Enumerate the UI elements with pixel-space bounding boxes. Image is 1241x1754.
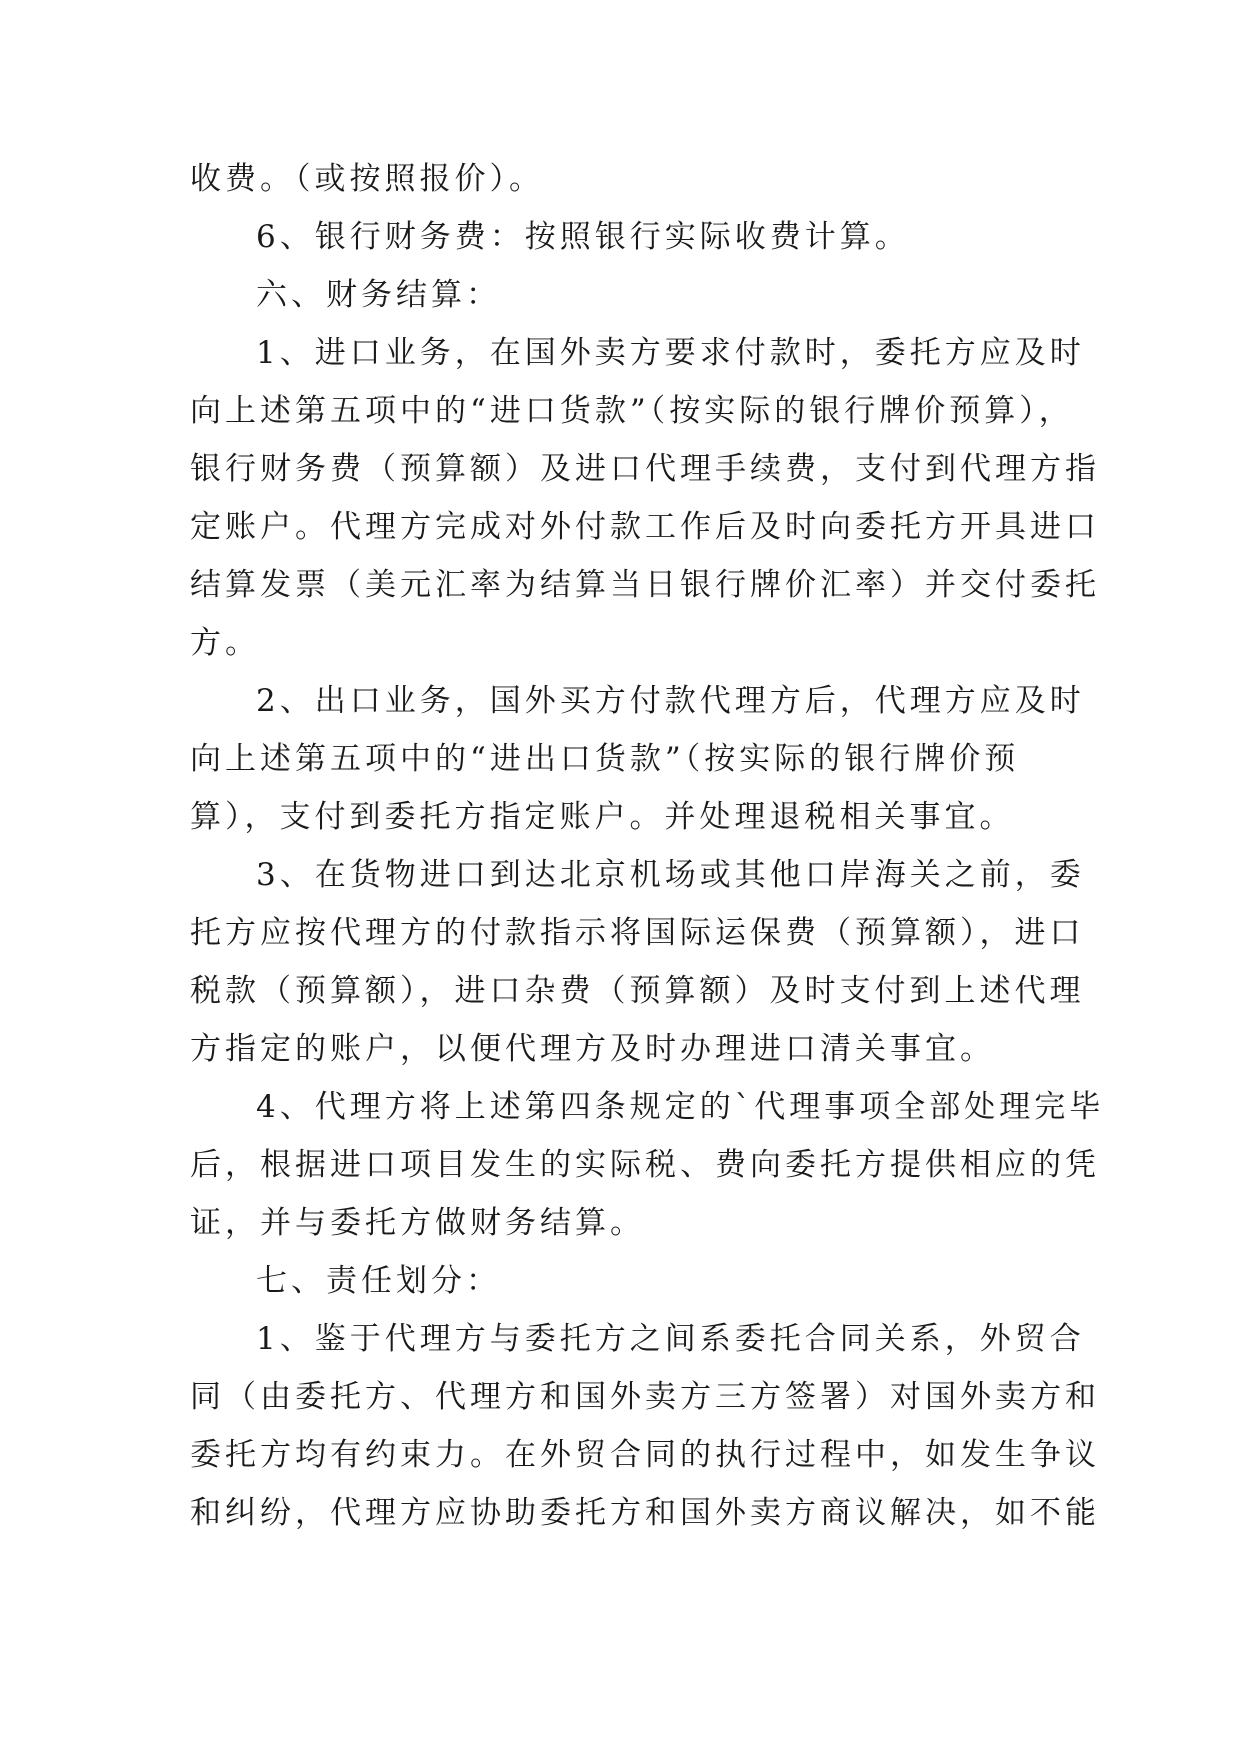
text-line: 结算发票（美元汇率为结算当日银行牌价汇率）并交付委托 bbox=[190, 567, 1100, 603]
section-heading: 六、财务结算： bbox=[256, 277, 501, 313]
text-line: 同（由委托方、代理方和国外卖方三方签署）对国外卖方和 bbox=[190, 1379, 1100, 1415]
text-line: 托方应按代理方的付款指示将国际运保费（预算额），进口 bbox=[190, 915, 1085, 951]
text-line: 3、在货物进口到达北京机场或其他口岸海关之前，委 bbox=[256, 857, 1085, 893]
text-line: 定账户。代理方完成对外付款工作后及时向委托方开具进口 bbox=[190, 509, 1100, 545]
text-line: 1、鉴于代理方与委托方之间系委托合同关系，外贸合 bbox=[256, 1321, 1085, 1357]
text-line: 方指定的账户，以便代理方及时办理进口清关事宜。 bbox=[190, 1031, 995, 1067]
text-line: 和纠纷，代理方应协助委托方和国外卖方商议解决，如不能 bbox=[190, 1495, 1100, 1531]
text-line: 4、代理方将上述第四条规定的`代理事项全部处理完毕 bbox=[256, 1089, 1105, 1125]
text-line: 向上述第五项中的“进口货款”（按实际的银行牌价预算）， bbox=[190, 393, 1074, 429]
text-line: 方。 bbox=[190, 625, 260, 661]
text-line: 证，并与委托方做财务结算。 bbox=[190, 1205, 645, 1241]
document-body bbox=[190, 150, 1105, 1542]
text-line: 委托方均有约束力。在外贸合同的执行过程中，如发生争议 bbox=[190, 1437, 1100, 1473]
text-line: 税款（预算额），进口杂费（预算额）及时支付到上述代理 bbox=[190, 973, 1085, 1009]
text-line: 2、出口业务，国外买方付款代理方后，代理方应及时 bbox=[256, 683, 1085, 719]
text-line: 算），支付到委托方指定账户。并处理退税相关事宜。 bbox=[190, 799, 1015, 835]
section-heading: 七、责任划分： bbox=[256, 1263, 501, 1299]
text-line: 1、进口业务，在国外卖方要求付款时，委托方应及时 bbox=[256, 335, 1085, 371]
text-line: 收费。（或按照报价）。 bbox=[190, 161, 544, 197]
text-line: 银行财务费（预算额）及进口代理手续费，支付到代理方指 bbox=[190, 451, 1100, 487]
text-line: 后，根据进口项目发生的实际税、费向委托方提供相应的凭 bbox=[190, 1147, 1100, 1183]
text-line: 向上述第五项中的“进出口货款”（按实际的银行牌价预 bbox=[190, 741, 1020, 777]
text-line: 6、银行财务费：按照银行实际收费计算。 bbox=[256, 219, 910, 255]
